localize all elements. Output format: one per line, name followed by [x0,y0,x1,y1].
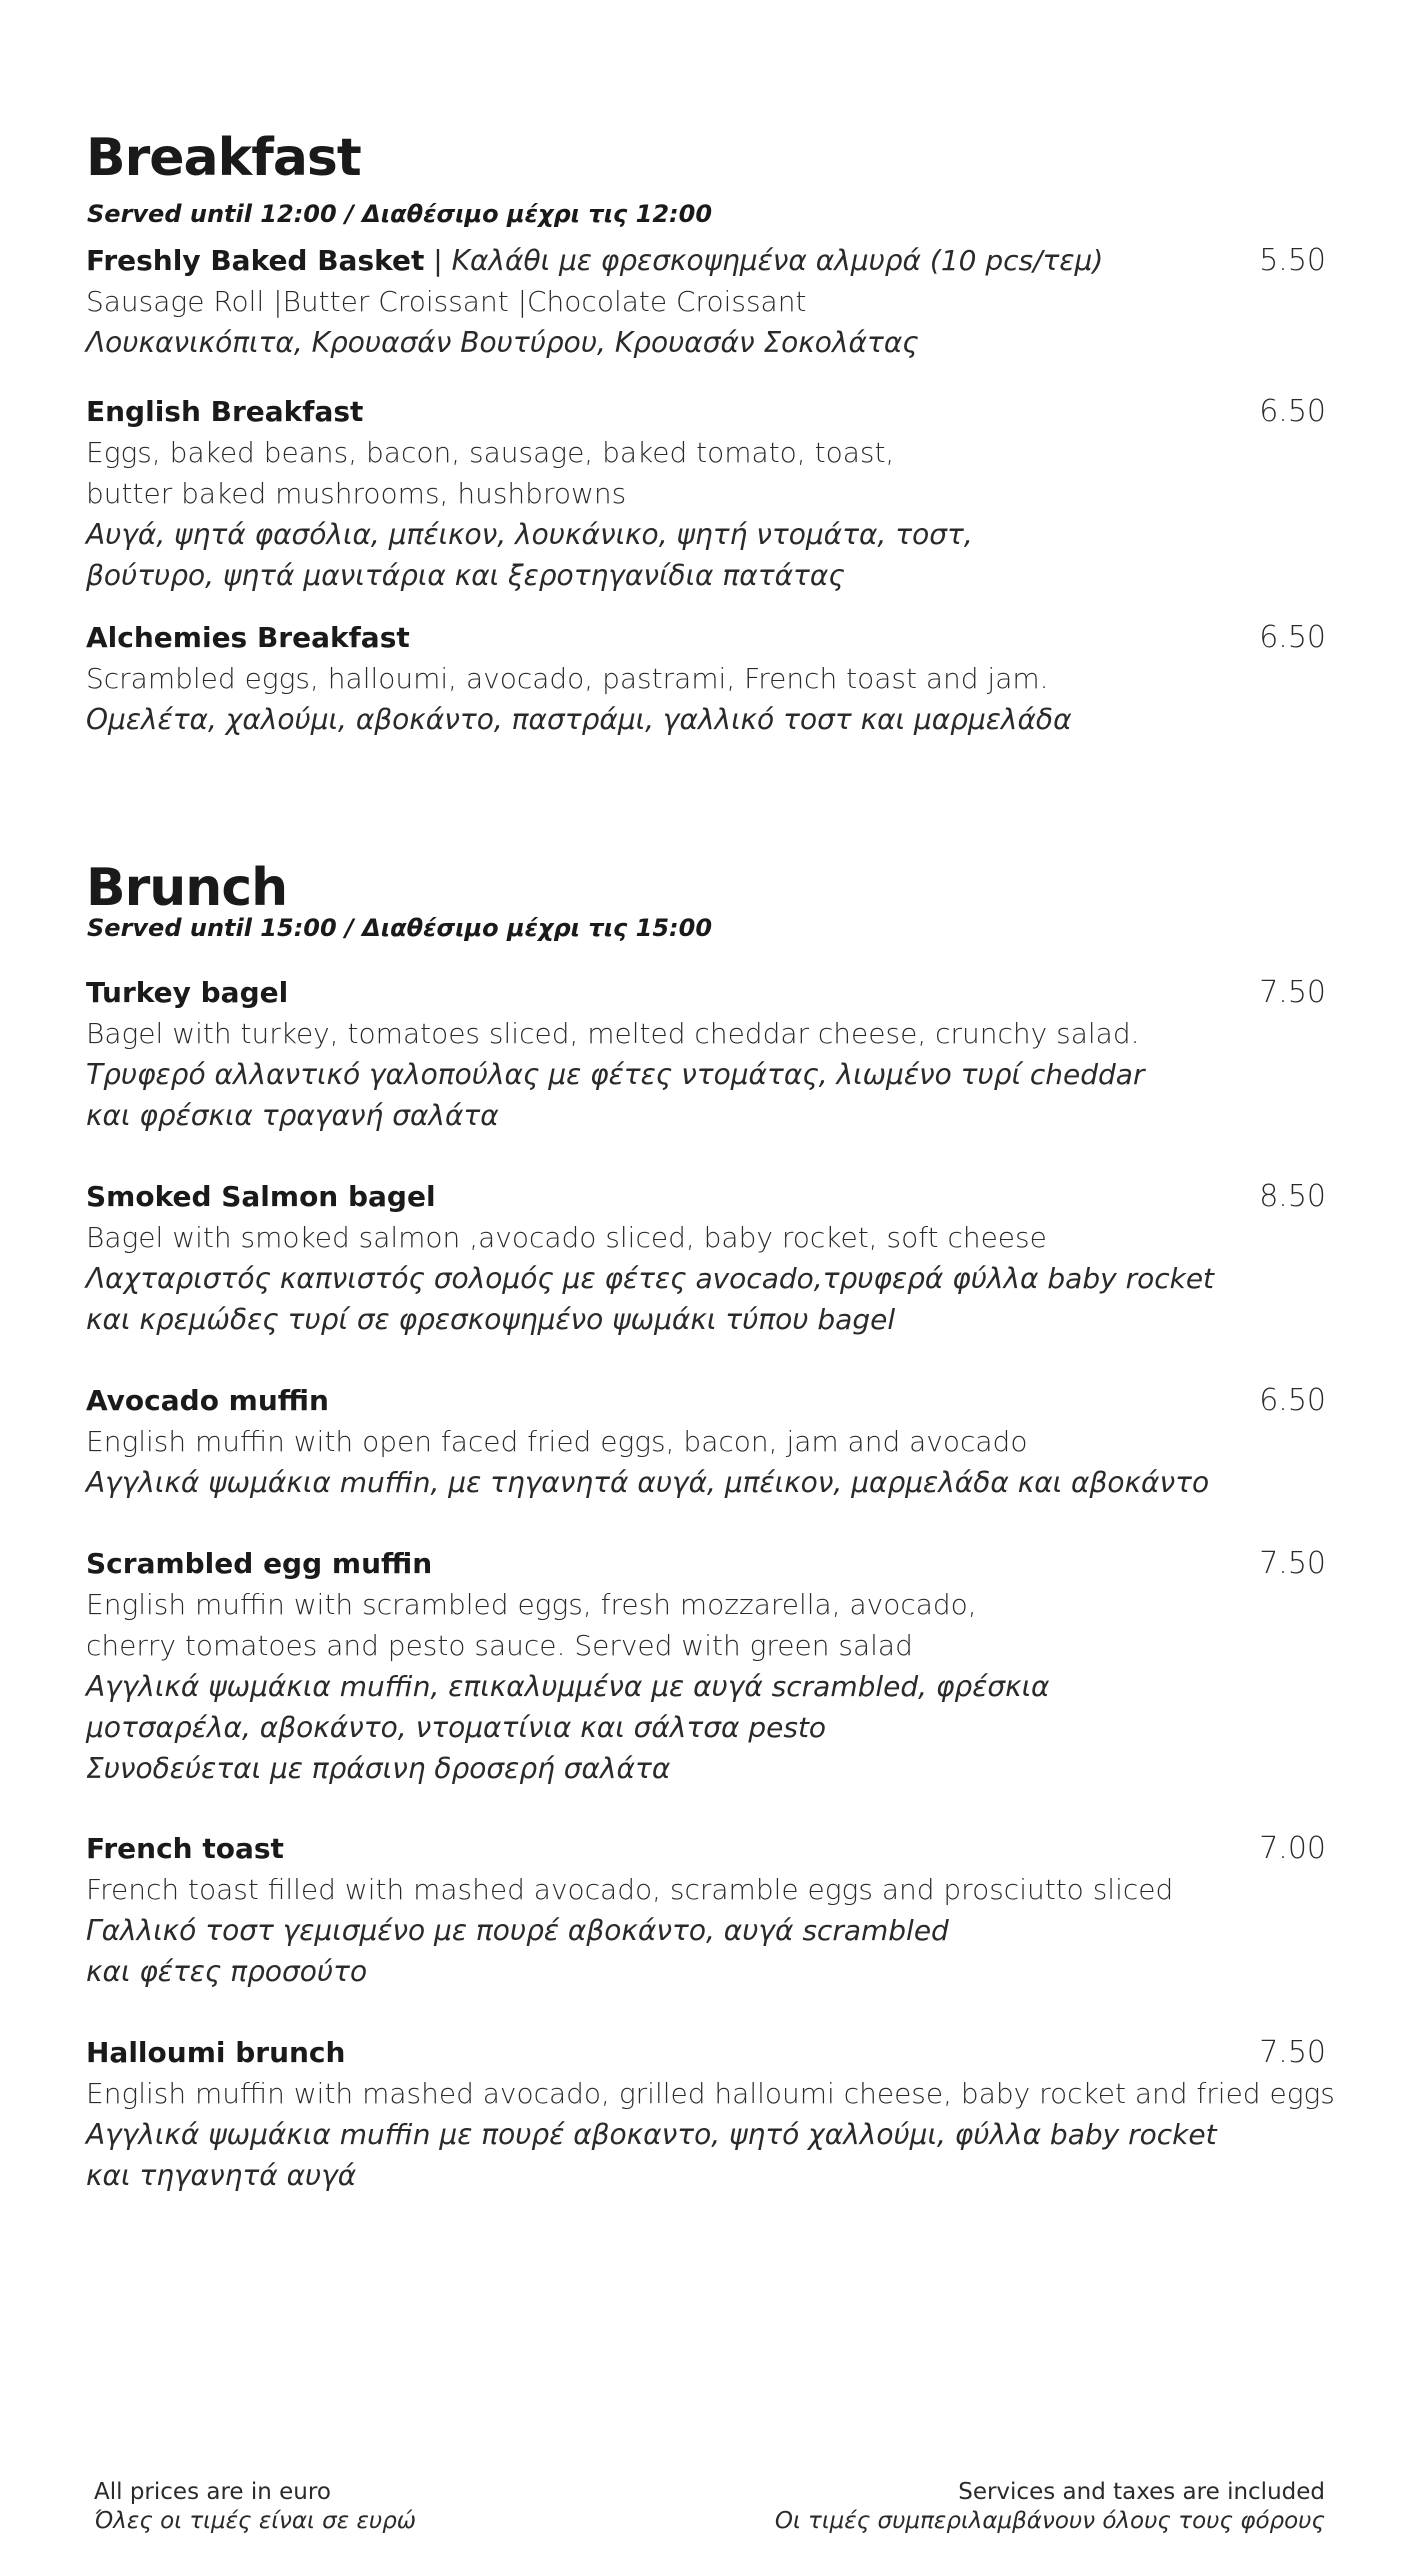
item-desc-en: Scrambled eggs, halloumi, avocado, pastrami, French toast and jam. [86,662,1049,695]
item-desc-gr: Λουκανικόπιτα, Κρουασάν Βουτύρου, Κρουασάν Σοκολάτας [86,326,919,359]
menu-item-turkey-bagel [86,972,1336,1136]
footer-right-gr: Οι τιμές συμπεριλαμβάνουν όλους τους φόρους [774,2508,1325,2534]
item-desc-gr: Γαλλικό τοστ γεμισμένο με πουρέ αβοκάντο, αυγά scrambled [86,1914,949,1947]
item-desc-en: Sausage Roll |Butter Croissant |Chocolate Croissant [86,285,807,318]
item-name: Halloumi brunch [86,2036,346,2069]
item-price: 6.50 [1259,394,1326,429]
item-name-line [86,240,1336,281]
item-name: Turkey bagel [86,976,289,1009]
item-desc-en: English muffin with mashed avocado, grilled halloumi cheese, baby rocket and fried eggs [86,2077,1335,2110]
menu-item-english-breakfast [86,391,1336,596]
item-desc-gr: Αγγλικά ψωμάκια muffin με πουρέ αβοκαντο, ψητό χαλλούμι, φύλλα baby rocket [86,2118,1217,2151]
brunch-title: Brunch [86,858,288,918]
brunch-subtitle: Served until 15:00 / Διαθέσιμο μέχρι τις 15:00 [87,914,713,942]
footer-right-en: Services and taxes are included [958,2479,1325,2505]
item-price: 7.00 [1259,1831,1326,1866]
item-name: Scrambled egg muffin [86,1547,433,1580]
item-name-line [86,1176,1336,1217]
item-desc-en: butter baked mushrooms, hushbrowns [86,477,627,510]
item-name-greek: Καλάθι με φρεσκοψημένα αλμυρά (10 pcs/τεμ) [451,244,1104,277]
item-desc-en: French toast filled with mashed avocado, scramble eggs and prosciutto sliced [86,1873,1174,1906]
item-desc-gr: Συνοδεύεται με πράσινη δροσερή σαλάτα [86,1752,671,1785]
footer-left-gr: Όλες οι τιμές είναι σε ευρώ [94,2508,417,2534]
item-name-line [86,2032,1336,2073]
item-desc-en: Bagel with smoked salmon ,avocado sliced, baby rocket, soft cheese [86,1221,1047,1254]
item-desc-gr: Αυγά, ψητά φασόλια, μπέικον, λουκάνικο, ψητή ντομάτα, τοστ, [86,518,973,551]
menu-item-avocado-muffin [86,1380,1336,1503]
item-desc-en: English muffin with scrambled eggs, fresh mozzarella, avocado, [86,1588,977,1621]
item-name: Freshly Baked Basket [86,244,425,277]
menu-item-scrambled-egg-muffin [86,1543,1336,1789]
menu-item-freshly-baked-basket [86,240,1336,363]
item-desc-en: cherry tomatoes and pesto sauce. Served with green salad [86,1629,913,1662]
item-desc-gr: και κρεμώδες τυρί σε φρεσκοψημένο ψωμάκι τύπου bagel [86,1303,896,1336]
item-name: Avocado muffin [86,1384,329,1417]
item-name-line [86,1380,1336,1421]
item-desc-gr: Αγγλικά ψωμάκια muffin, επικαλυμμένα με αυγά scrambled, φρέσκια [86,1670,1050,1703]
item-price: 7.50 [1259,2035,1326,2070]
item-name: English Breakfast [86,395,364,428]
item-desc-gr: Ομελέτα, χαλούμι, αβοκάντο, παστράμι, γαλλικό τοστ και μαρμελάδα [86,703,1072,736]
footer-left-en: All prices are in euro [94,2479,331,2505]
item-price: 6.50 [1259,1383,1326,1418]
item-desc-gr: Αγγλικά ψωμάκια muffin, με τηγανητά αυγά, μπέικον, μαρμελάδα και αβοκάντο [86,1466,1210,1499]
item-name: French toast [86,1832,284,1865]
menu-item-smoked-salmon-bagel [86,1176,1336,1340]
menu-item-french-toast [86,1828,1336,1992]
item-name-line [86,972,1336,1013]
item-price: 7.50 [1259,1546,1326,1581]
item-desc-gr: Λαχταριστός καπνιστός σολομός με φέτες avocado,τρυφερά φύλλα baby rocket [86,1262,1215,1295]
breakfast-title: Breakfast [86,128,361,188]
item-desc-gr: μοτσαρέλα, αβοκάντο, ντοματίνια και σάλτσα pesto [86,1711,827,1744]
menu-item-halloumi-brunch [86,2032,1336,2196]
item-name-line [86,391,1336,432]
item-price: 7.50 [1259,975,1326,1010]
item-desc-gr: και φρέσκια τραγανή σαλάτα [86,1099,499,1132]
item-price: 8.50 [1259,1179,1326,1214]
item-desc-en: Eggs, baked beans, bacon, sausage, baked tomato, toast, [86,436,895,469]
item-name: Smoked Salmon bagel [86,1180,436,1213]
item-desc-gr: και φέτες προσούτο [86,1955,368,1988]
item-price: 5.50 [1259,243,1326,278]
item-price: 6.50 [1259,620,1326,655]
footer-taxes-note [775,2478,1325,2536]
breakfast-subtitle: Served until 12:00 / Διαθέσιμο μέχρι τις 12:00 [87,200,713,228]
item-name-line [86,1828,1336,1869]
item-desc-gr: Τρυφερό αλλαντικό γαλοπούλας με φέτες ντομάτας, λιωμένο τυρί cheddar [86,1058,1145,1091]
item-desc-gr: και τηγανητά αυγά [86,2159,357,2192]
item-name-line [86,1543,1336,1584]
item-desc-en: English muffin with open faced fried eggs, bacon, jam and avocado [86,1425,1028,1458]
item-name-separator: | [424,244,452,277]
footer-prices-note [94,2478,416,2536]
item-name: Alchemies Breakfast [86,621,410,654]
item-desc-en: Bagel with turkey, tomatoes sliced, melted cheddar cheese, crunchy salad. [86,1017,1140,1050]
menu-item-alchemies-breakfast [86,617,1336,740]
item-desc-gr: βούτυρο, ψητά μανιτάρια και ξεροτηγανίδια πατάτας [86,559,845,592]
item-name-line [86,617,1336,658]
